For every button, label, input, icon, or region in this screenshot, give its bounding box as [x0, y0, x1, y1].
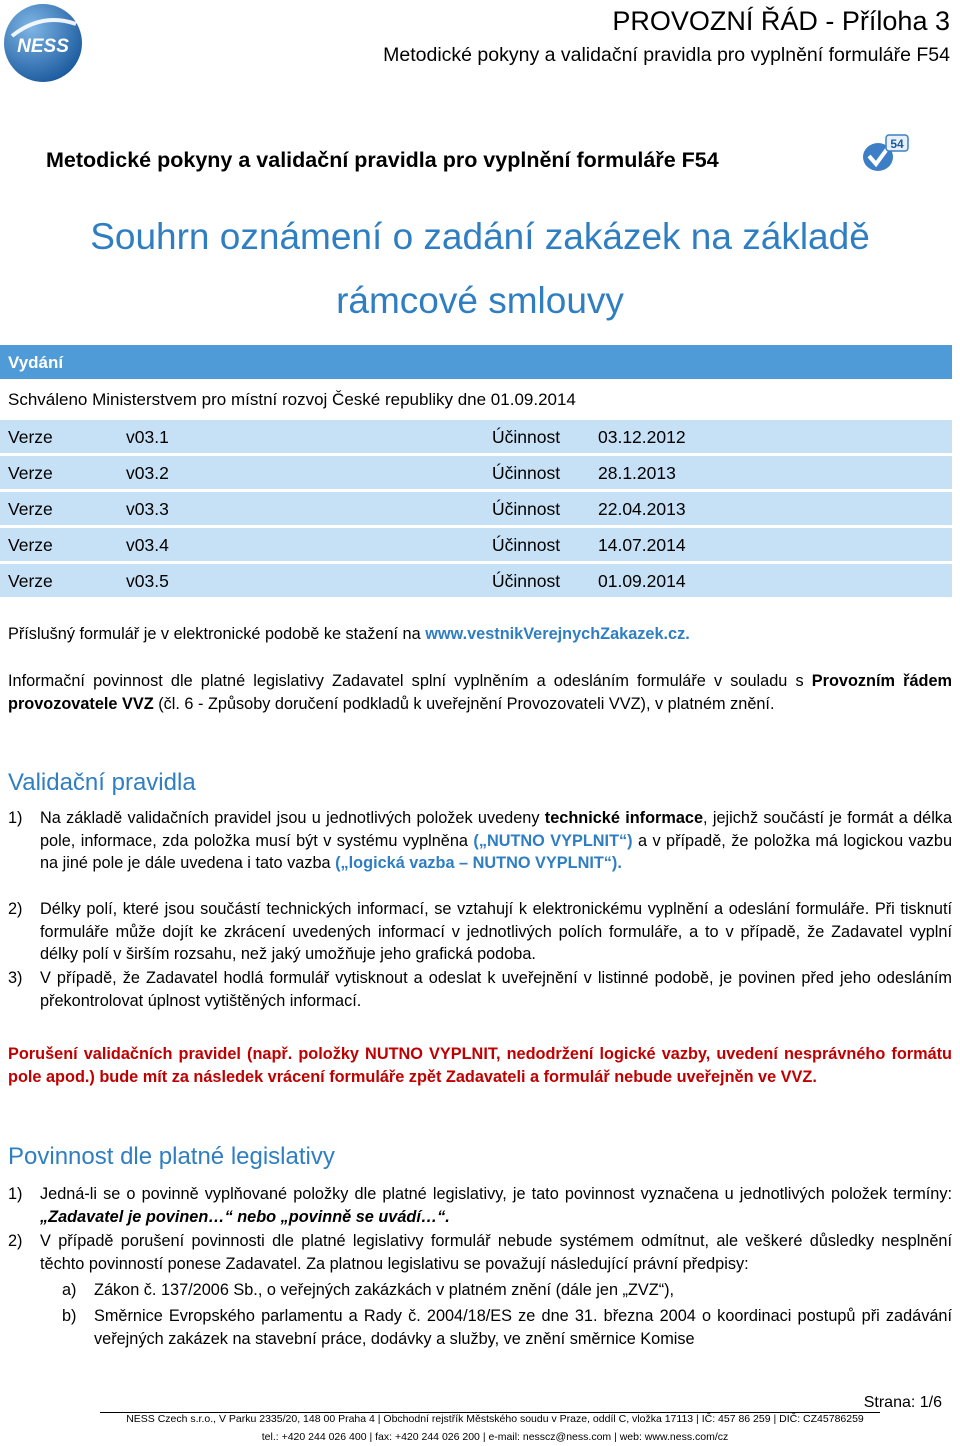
- version-label: Verze: [8, 535, 53, 555]
- list-item-number: 3): [8, 969, 23, 987]
- effective-label: Účinnost: [492, 427, 561, 447]
- document-title: Metodické pokyny a validační pravidla pro vyplnění formuláře F54: [46, 148, 719, 172]
- item-text: Jedná-li se o povinně vyplňované položky dle platné legislativy, je tato povinnost vyznačena u jednotlivých položek termíny:: [40, 1185, 952, 1203]
- sub-item-letter: a): [62, 1281, 77, 1299]
- list-item-number: 2): [8, 900, 23, 918]
- version-label: Verze: [8, 499, 53, 519]
- version-number: v03.1: [126, 427, 169, 447]
- version-row: [0, 492, 952, 525]
- header-title: PROVOZNÍ ŘÁD - Příloha 3: [612, 6, 950, 36]
- list-item-number: 1): [8, 1185, 23, 1203]
- required-field-marker: („NUTNO VYPLNIT“): [473, 831, 633, 850]
- page-number: Strana: 1/6: [863, 1394, 942, 1411]
- download-note: [8, 623, 952, 646]
- item-text: Délky polí, které jsou součástí technických informací, se vztahují k elektronickému vyplnění a odeslání formuláře. Při tisknutí formuláře může dojít ke zkrácení uvedených informací v jednotlivých polích formuláře, a to v případě, že Zadavatel vyplní délky polí v širším rozsahu, než jaký umožňuje jeho grafická podoba.: [40, 900, 952, 963]
- version-number: v03.2: [126, 463, 169, 483]
- effective-date: 28.1.2013: [598, 463, 676, 483]
- version-number: v03.4: [126, 535, 169, 555]
- item-text: , jejichž součástí je formát a délka pole, informace, zda položka musí být v systému vyplněna: [40, 809, 953, 850]
- list-item: [8, 898, 952, 966]
- version-row: [0, 528, 952, 561]
- validation-rules-heading: Validační pravidla: [8, 769, 196, 796]
- version-label: Verze: [8, 427, 53, 447]
- list-item: [8, 967, 952, 1012]
- version-number: v03.3: [126, 499, 169, 519]
- operating-rules-ref: Provozním řádem provozovatele VVZ: [8, 672, 952, 713]
- legislation-heading: Povinnost dle platné legislativy: [8, 1143, 335, 1170]
- version-row: [0, 420, 952, 453]
- validation-warning: Porušení validačních pravidel (např. položky NUTNO VYPLNIT, nedodržení logické vazby, uvedení nesprávného formátu pole apod.) bude mít za následek vrácení formuláře zpět Zadavateli a formulář nebude uveřejněn ve VVZ.: [8, 1045, 952, 1086]
- version-row: [0, 564, 952, 597]
- footer-contact-info: tel.: +420 244 026 400 | fax: +420 244 026 200 | e-mail: nesscz@ness.com | web: www.ness.com/cz: [261, 1431, 729, 1443]
- ness-logo: [2, 2, 84, 84]
- info-text-2: (čl. 6 - Způsoby doručení podkladů k uveřejnění Provozovateli VVZ), v platném znění.: [153, 694, 775, 713]
- version-row: [0, 456, 952, 489]
- vvz-website-link[interactable]: www.vestnikVerejnychZakazek.cz.: [425, 625, 690, 643]
- list-item: [8, 1183, 952, 1228]
- release-heading: Vydání: [0, 345, 952, 379]
- version-number: v03.5: [126, 571, 169, 591]
- approval-note: Schváleno Ministerstvem pro místní rozvoj České republiky dne 01.09.2014: [8, 390, 576, 409]
- item-text: Na základě validačních pravidel jsou u jednotlivých položek uvedeny: [40, 809, 545, 827]
- effective-date: 22.04.2013: [598, 499, 686, 519]
- list-item-number: 1): [8, 809, 23, 827]
- effective-label: Účinnost: [492, 571, 561, 591]
- item-text: V případě porušení povinnosti dle platné legislativy formulář nebude systémem odmítnut, ale veškeré důsledky nesplnění těchto povinností ponese Zadavatel. Za platnou legislativu se považují následující právní předpisy:: [40, 1232, 952, 1273]
- version-label: Verze: [8, 463, 53, 483]
- header-subtitle: Metodické pokyny a validační pravidla pro vyplnění formuláře F54: [383, 44, 950, 66]
- effective-date: 14.07.2014: [598, 535, 686, 555]
- mandatory-terms: „Zadavatel je povinen…“ nebo „povinně se uvádí…“.: [40, 1207, 450, 1226]
- sub-list-item: [62, 1279, 952, 1302]
- effective-label: Účinnost: [492, 535, 561, 555]
- logical-link-marker: („logická vazba – NUTNO VYPLNIT“).: [335, 854, 622, 872]
- item-text: a v případě, že položka má logickou vazbu na jiné pole je dále uvedena i tato vazba: [40, 831, 953, 872]
- sub-item-text: Směrnice Evropského parlamentu a Rady č. 2004/18/ES ze dne 31. března 2004 o koordinaci postupů při zadávání veřejných zakázek na stavební práce, dodávky a služby, ve znění směrnice Komise: [94, 1307, 952, 1348]
- footer-company-info: NESS Czech s.r.o., V Parku 2335/20, 148 00 Praha 4 | Obchodní rejstřík Městského soudu v Praze, oddíl C, vložka 17113 | IČ: 457 86 259 | DIČ: CZ45786259: [126, 1413, 864, 1425]
- main-heading-line2: rámcové smlouvy: [336, 280, 624, 321]
- effective-label: Účinnost: [492, 499, 561, 519]
- technical-info-term: technické informace: [544, 809, 704, 827]
- list-item: [8, 1230, 952, 1275]
- info-obligation-paragraph: [8, 670, 952, 715]
- sub-list-item: [62, 1305, 952, 1350]
- sub-item-letter: b): [62, 1307, 77, 1325]
- main-heading-line1: Souhrn oznámení o zadání zakázek na základě: [90, 216, 870, 257]
- logo-text: NESS: [17, 36, 69, 57]
- effective-date: 01.09.2014: [598, 571, 686, 591]
- f54-icon-label: 54: [890, 137, 904, 151]
- effective-label: Účinnost: [492, 463, 561, 483]
- item-text: V případě, že Zadavatel hodlá formulář vytisknout a odeslat k uveřejnění v listinné podobě, je povinen před jeho odesláním překontrolovat úplnost vytištěných informací.: [40, 969, 952, 1010]
- info-text-1: Informační povinnost dle platné legislativy Zadavatel splní vyplněním a odesláním formuláře v souladu s: [8, 672, 812, 690]
- version-label: Verze: [8, 571, 53, 591]
- list-item: [8, 807, 952, 875]
- list-item-number: 2): [8, 1232, 23, 1250]
- f54-form-icon: [860, 133, 910, 175]
- sub-item-text: Zákon č. 137/2006 Sb., o veřejných zakázkách v platném znění (dále jen „ZVZ“),: [94, 1281, 675, 1299]
- download-note-text: Příslušný formulář je v elektronické podobě ke stažení na: [8, 625, 426, 643]
- effective-date: 03.12.2012: [598, 427, 686, 447]
